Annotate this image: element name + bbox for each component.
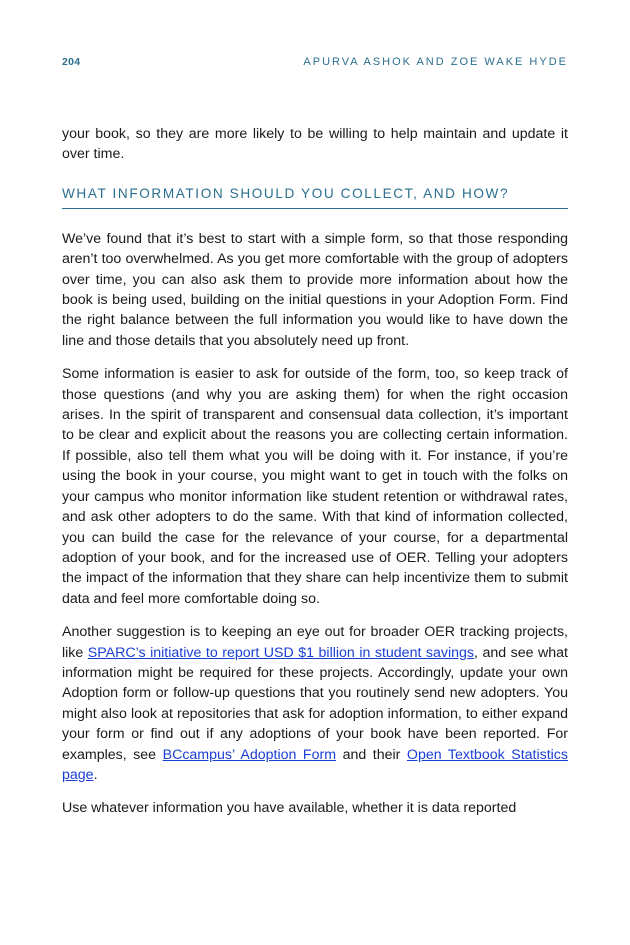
- paragraph-text: .: [93, 766, 98, 783]
- running-title: APURVA ASHOK AND ZOE WAKE HYDE: [303, 56, 568, 68]
- paragraph-outside-form: Some information is easier to ask for outside of the form, too, so keep track of those questions (and why you are asking them) for when the right occasion arises. In the spirit of transparent and consensual data collection, it’s important to be clear and explicit about the reasons you are collecting certain information. If possible, also tell them what you will be doing with it. For instance, if you’re using the book in your course, you might want to get in touch with the folks on your campus who monitor information like student retention or withdrawal rates, and ask other adopters to do the same. With that kind of information collected, you can build the case for the relevance of your course, for a departmental adoption of your book, and for the increased use of OER. Telling your adopters the impact of the information that they share can help incentivize them to submit data and feel more comfortable doing so.: [62, 366, 568, 607]
- continuation-paragraph: your book, so they are more likely to be willing to help maintain and update it over time.: [62, 126, 568, 163]
- paragraph-text: and their: [336, 746, 407, 763]
- sparc-initiative-link[interactable]: SPARC’s initiative to report USD $1 billion in student savings: [87, 644, 475, 661]
- section-heading: WHAT INFORMATION SHOULD YOU COLLECT, AND HOW?: [62, 186, 568, 209]
- paragraph-text: Another suggestion is to keeping an eye out for broader OER tracking projects, like: [62, 624, 568, 661]
- page-number: 204: [62, 56, 81, 68]
- bccampus-adoption-form-link[interactable]: BCcampus’ Adoption Form: [162, 746, 337, 763]
- paragraph-use-information: Use whatever information you have available, whether it is data reported: [62, 800, 517, 817]
- paragraph-text: , and see what information might be required for these projects. Accordingly, update your own Adoption form or follow-up questions that you routinely send new adopters. You might also look at repositories that ask for adoption information, to either expand your form or find out if any adoptions of your book have been reported. For examples, see: [62, 644, 568, 763]
- running-head: [62, 56, 568, 68]
- page-body: [62, 124, 568, 832]
- paragraph-simple-form: We’ve found that it’s best to start with a simple form, so that those responding aren’t too overwhelmed. As you get more comfortable with the group of adopters over time, you can also ask them to provide more information about how the book is being used, building on the initial questions in your Adoption Form. Find the right balance between the full information you would like to have down the line and those details that you absolutely need up front.: [62, 230, 568, 349]
- paragraph-oer-tracking: [62, 622, 568, 785]
- open-textbook-statistics-link[interactable]: Open Textbook Statistics page: [62, 746, 568, 783]
